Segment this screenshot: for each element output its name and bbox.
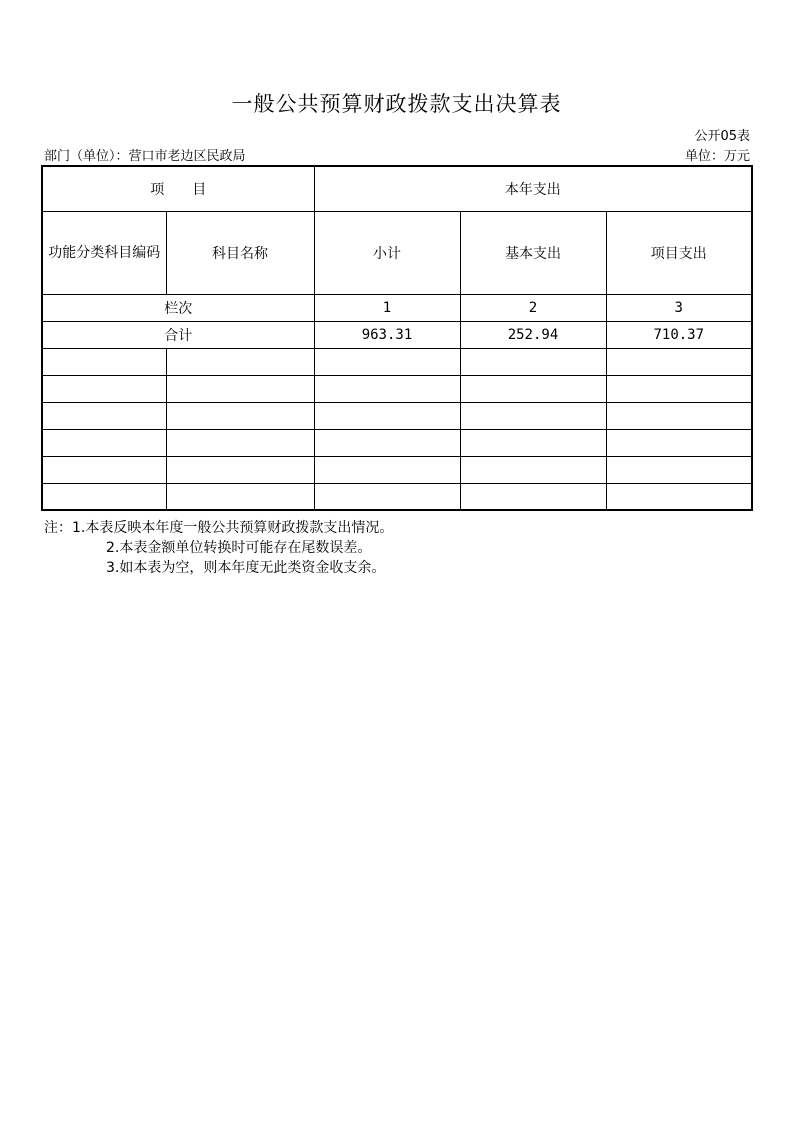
col-function-code: 功能分类科目编码 [42,211,166,294]
row-index-2: 2 [460,294,606,321]
note-3: 3.如本表为空，则本年度无此类资金收支余。 [106,560,386,576]
row-index-3: 3 [606,294,752,321]
total-label: 合计 [42,321,314,348]
row-total [42,321,752,348]
table-subheader-row [42,211,752,294]
expenditure-table [41,165,753,511]
table-row [42,375,752,402]
header-item: 项 目 [42,166,314,211]
table-row [42,456,752,483]
table-row [42,429,752,456]
col-subtotal: 小计 [314,211,460,294]
table-row [42,348,752,375]
notes [44,518,393,578]
table-row [42,402,752,429]
table-row [42,483,752,510]
department-label: 部门（单位）：营口市老边区民政局 [44,149,246,164]
table-header-row [42,166,752,211]
header-year-expenditure: 本年支出 [314,166,752,211]
page-title: 一般公共预算财政拨款支出决算表 [231,92,562,116]
total-basic: 252.94 [460,321,606,348]
row-index-label: 栏次 [42,294,314,321]
note-2: 2.本表金额单位转换时可能存在尾数误差。 [106,540,372,556]
note-1: 注：1.本表反映本年度一般公共预算财政拨款支出情况。 [44,520,394,536]
col-project-expenditure: 项目支出 [606,211,752,294]
total-project: 710.37 [606,321,752,348]
row-index [42,294,752,321]
total-subtotal: 963.31 [314,321,460,348]
col-basic-expenditure: 基本支出 [460,211,606,294]
form-number: 公开05表 [694,129,750,144]
unit-label: 单位：万元 [684,149,750,164]
col-subject-name: 科目名称 [166,211,314,294]
row-index-1: 1 [314,294,460,321]
